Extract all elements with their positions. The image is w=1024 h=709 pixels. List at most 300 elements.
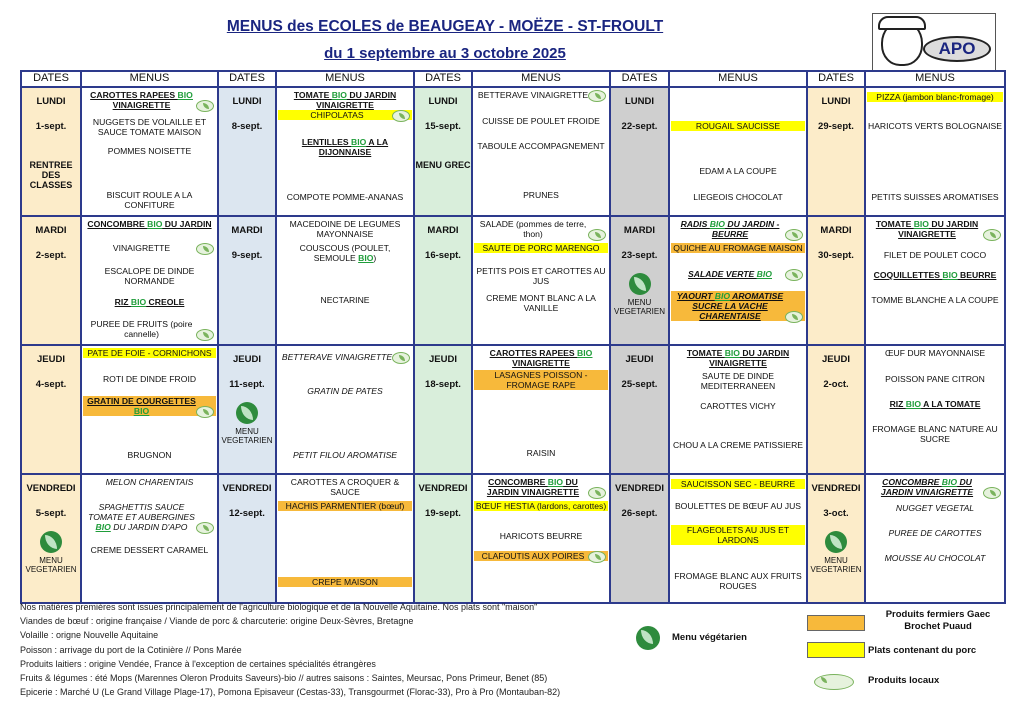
menu-text: COMPOTE POMME-ANANAS [286, 192, 404, 202]
menu-text: DU JARDIN D'APO [110, 522, 188, 532]
bio-label: BIO [331, 90, 347, 100]
menu-cell [472, 345, 610, 474]
menu-item [83, 319, 216, 339]
menu-text: CAROTTES VICHY [700, 401, 776, 411]
menu-item [83, 146, 216, 156]
day-date: 2-sept. [35, 250, 67, 261]
vegetarian-icon [636, 626, 660, 653]
local-products-icon [814, 674, 856, 690]
menu-text: VINAIGRETTE [112, 243, 171, 253]
menu-cell [81, 216, 218, 345]
local-product-icon [983, 487, 1001, 499]
menu-text: BRUGNON [127, 450, 172, 460]
day-cell [807, 216, 865, 345]
menu-text: TOMATE [686, 348, 725, 358]
day-cell [807, 474, 865, 603]
menu-item [867, 399, 1003, 409]
menu-text: PETIT FILOU AROMATISE [292, 450, 398, 460]
chef-hat-icon [878, 16, 926, 30]
menu-item [867, 270, 1003, 280]
menu-text: A LA TOMATE [921, 399, 981, 409]
menu-text: CHIPOLATAS [310, 110, 364, 120]
day-cell [21, 87, 81, 216]
menu-text: TOMME BLANCHE A LA COUPE [871, 295, 999, 305]
column-header: MENUS [472, 71, 610, 87]
vegetarian-badge [219, 396, 275, 445]
local-product-icon [196, 243, 214, 255]
menu-text: HARICOTS VERTS BOLOGNAISE [867, 121, 1003, 131]
bio-label: BIO [130, 297, 147, 307]
menu-item [83, 243, 216, 253]
menu-text: TOMATE [875, 219, 914, 229]
local-product-icon [196, 329, 214, 341]
legend-local-label: Produits locaux [868, 675, 940, 686]
menu-text: CONCOMBRE [87, 219, 148, 229]
menu-text: RIZ [114, 297, 131, 307]
menu-text: HACHIS PARMENTIER (bœuf) [285, 501, 405, 511]
menu-item [867, 374, 1003, 384]
bio-label: BIO [714, 291, 731, 301]
day-label: JEUDI [625, 354, 654, 365]
vegetarian-icon [629, 273, 651, 295]
menu-cell [865, 87, 1005, 216]
menu-item [867, 250, 1003, 260]
menu-text: CAROTTES A CROQUER & SAUCE [290, 477, 400, 497]
day-label: VENDREDI [26, 483, 76, 494]
local-product-icon [588, 90, 606, 102]
menu-cell [81, 474, 218, 603]
menu-text: FLAGEOLETS AU JUS ET LARDONS [686, 525, 790, 545]
menu-text: DU JARDIN - BEURRE [711, 219, 780, 239]
menu-text: LIEGEOIS CHOCOLAT [693, 192, 783, 202]
day-date: 18-sept. [425, 379, 461, 390]
header-row [21, 71, 1005, 87]
menu-item [474, 243, 608, 253]
footer-line: Fruits & légumes : été Mops (Marennes Oleron Produits Saveurs)-bio // autres saisons : Saintes, Meursac, Pons Primeur, Benet (85) [20, 673, 548, 684]
menu-text: HARICOTS BEURRE [499, 531, 583, 541]
bio-label: BIO [177, 90, 193, 100]
day-date: 23-sept. [621, 250, 658, 261]
menu-text: MACEDOINE DE LEGUMES MAYONNAISE [289, 219, 401, 239]
local-product-icon [983, 229, 1001, 241]
menu-cell [276, 216, 414, 345]
menu-item [867, 348, 1003, 358]
local-product-icon [785, 269, 803, 281]
menu-item [867, 192, 1003, 202]
bio-label: BIO [941, 477, 958, 487]
day-label: MARDI [231, 225, 263, 236]
local-product-icon [785, 229, 803, 241]
day-row [21, 87, 1005, 216]
menu-cell [865, 474, 1005, 603]
local-product-icon [196, 522, 214, 534]
vegetarian-label: MENU VEGETARIEN [810, 556, 862, 574]
menu-item [474, 501, 608, 511]
menu-cell [865, 216, 1005, 345]
day-date: 16-sept. [425, 250, 461, 261]
day-label: LUNDI [624, 96, 655, 107]
menu-item [671, 269, 805, 279]
day-label: MARDI [427, 225, 459, 236]
menu-item [867, 295, 1003, 305]
menu-item [474, 219, 608, 239]
menu-item [867, 553, 1003, 563]
footer-line: Produits laitiers : origine Vendée, France à l'exception de certaines spécialités étrangères [20, 658, 376, 669]
menu-item [278, 137, 412, 157]
menu-item [83, 297, 216, 307]
day-label: VENDREDI [811, 483, 861, 494]
menu-text: PUREE DE CAROTTES [888, 528, 982, 538]
menu-item [671, 291, 805, 321]
menu-text: COUSCOUS (POULET, [299, 243, 391, 253]
menu-cell [865, 345, 1005, 474]
day-label: MARDI [820, 225, 852, 236]
menu-text: VINAIGRETTE [112, 100, 171, 110]
menu-text: CAROTTES RAPEES [489, 348, 578, 358]
vegetarian-label: MENU VEGETARIEN [221, 427, 273, 445]
bio-label: BIO [147, 219, 163, 229]
menu-text: SAUCISSON SEC - BEURRE [680, 479, 796, 489]
menu-item [83, 348, 216, 358]
day-label: JEUDI [429, 354, 457, 365]
footer-line: Poisson : arrivage du port de la Cotinière // Pons Marée [20, 644, 242, 655]
menu-text: BISCUIT ROULE A LA CONFITURE [106, 190, 193, 210]
menu-item [83, 502, 216, 532]
menu-item [671, 501, 805, 511]
menu-text: SPAGHETTIS SAUCE TOMATE ET [88, 502, 185, 522]
bio-label: BIO [358, 253, 374, 263]
local-product-icon [196, 100, 214, 112]
column-header: DATES [610, 71, 669, 87]
menu-table [20, 70, 1006, 604]
menu-text: DU JARDIN VINAIGRETTE [709, 348, 790, 368]
page-title: MENUS des ECOLES de BEAUGEAY - MOËZE - ST-FROULT [226, 18, 664, 35]
menu-text: DU JARDIN VINAIGRETTE [880, 477, 974, 497]
menu-item [83, 219, 216, 229]
day-label: VENDREDI [614, 483, 665, 494]
day-label: MARDI [35, 225, 67, 236]
menu-text: MOUSSE AU CHOCOLAT [884, 553, 986, 563]
menu-text: CHOU A LA CREME PATISSIERE [672, 440, 804, 450]
bio-label: BIO [133, 406, 150, 416]
menu-text: AUBERGINES [138, 512, 195, 522]
day-cell [807, 87, 865, 216]
day-date: 4-sept. [35, 379, 67, 390]
menu-item [474, 477, 608, 497]
day-date: 1-sept. [35, 121, 67, 132]
bio-label: BIO [709, 219, 725, 229]
column-header: DATES [414, 71, 472, 87]
day-note: RENTREE DES CLASSES [29, 160, 73, 190]
menu-item [83, 266, 216, 286]
menu-cell [276, 87, 414, 216]
day-note: MENU GREC [415, 160, 471, 170]
menu-text: PETITS SUISSES AROMATISES [871, 192, 999, 202]
menu-text: TOMATE [293, 90, 332, 100]
bio-label: BIO [913, 219, 929, 229]
menu-cell [276, 345, 414, 474]
day-cell [610, 87, 669, 216]
menu-text: ROTI DE DINDE FROID [102, 374, 197, 384]
menu-item [867, 424, 1003, 444]
menu-item [671, 166, 805, 176]
menu-item [278, 477, 412, 497]
apo-logo [872, 13, 996, 71]
day-cell [414, 345, 472, 474]
menu-item [474, 116, 608, 126]
menu-text: SALADE VERTE [688, 269, 757, 279]
menu-cell [81, 345, 218, 474]
menu-text: CUISSE DE POULET FROIDE [482, 116, 600, 126]
menu-text: TABOULE ACCOMPAGNEMENT [477, 141, 605, 151]
day-date: 19-sept. [425, 508, 461, 519]
menu-cell [472, 216, 610, 345]
menu-cell [472, 474, 610, 603]
menu-item [867, 92, 1003, 102]
menu-item [278, 192, 412, 202]
menu-item [671, 525, 805, 545]
menu-text: BEURRE [957, 270, 997, 280]
vegetarian-badge [22, 525, 80, 574]
menu-text: ROUGAIL SAUCISSE [695, 121, 781, 131]
column-header: DATES [218, 71, 276, 87]
menu-item [278, 219, 412, 239]
menu-text: MELON CHARENTAIS [105, 477, 194, 487]
menu-text: SEMOULE [313, 253, 359, 263]
menu-text: CREOLE [146, 297, 185, 307]
menu-cell [669, 474, 807, 603]
logo-text: APO [923, 36, 991, 62]
day-cell [21, 345, 81, 474]
bio-label: BIO [942, 270, 958, 280]
local-product-icon [588, 229, 606, 241]
menu-item [83, 374, 216, 384]
menu-text: ŒUF DUR MAYONNAISE [884, 348, 986, 358]
menu-item [474, 531, 608, 541]
menu-item [474, 90, 608, 100]
menu-item [278, 110, 412, 120]
vegetarian-icon [236, 402, 258, 424]
menu-text: DU JARDIN VINAIGRETTE [486, 477, 580, 497]
menu-text: PATE DE FOIE - CORNICHONS [87, 348, 212, 358]
day-cell [610, 474, 669, 603]
day-cell [414, 216, 472, 345]
menu-text: ) [373, 253, 377, 263]
day-row [21, 345, 1005, 474]
menu-item [671, 219, 805, 239]
menu-item [671, 371, 805, 391]
menu-item [671, 243, 805, 253]
footer-line: Epicerie : Marché U (Le Grand Village Plage-17), Pomona Episaveur (Cestas-33), Transgourmet (Florac-33), Pro à Pro (Montauban-82) [20, 687, 561, 698]
day-date: 3-oct. [823, 508, 849, 519]
day-date: 5-sept. [35, 508, 67, 519]
vegetarian-badge [611, 267, 668, 316]
menu-text: BETTERAVE VINAIGRETTE [477, 90, 589, 100]
local-product-icon [392, 352, 410, 364]
menu-item [671, 479, 805, 489]
vegetarian-label: MENU VEGETARIEN [614, 298, 665, 316]
menu-cell [81, 87, 218, 216]
menu-text: LASAGNES POISSON - FROMAGE RAPE [494, 370, 588, 390]
menu-cell [669, 216, 807, 345]
menu-text: PRUNES [523, 190, 559, 200]
menu-text: CONCOMBRE [882, 477, 942, 487]
column-header: MENUS [81, 71, 218, 87]
menu-item [867, 219, 1003, 239]
menu-item [278, 386, 412, 396]
day-date: 11-sept. [229, 379, 265, 390]
menu-text: AROMATISE SUCRE LA VACHE CHARENTAISE [692, 291, 784, 321]
column-header: MENUS [669, 71, 807, 87]
menu-item [671, 571, 805, 591]
menu-text: QUICHE AU FROMAGE MAISON [673, 243, 803, 253]
menu-item [278, 450, 412, 460]
bio-label: BIO [547, 477, 564, 487]
menu-text: VINAIGRETTE [512, 358, 570, 368]
menu-item [867, 503, 1003, 513]
menu-cell [472, 87, 610, 216]
day-date: 2-oct. [823, 379, 849, 390]
menu-text: DU JARDIN VINAIGRETTE [898, 219, 979, 239]
day-cell [414, 474, 472, 603]
menu-text: NECTARINE [320, 295, 370, 305]
menu-item [671, 401, 805, 411]
day-cell [218, 87, 276, 216]
day-label: VENDREDI [418, 483, 468, 494]
menu-text: NUGGET VEGETAL [895, 503, 975, 513]
period-subtitle: du 1 septembre au 3 octobre 2025 [324, 45, 566, 62]
menu-text: CAROTTES RAPEES [90, 90, 178, 100]
local-product-icon [588, 487, 606, 499]
menu-text: PIZZA (jambon blanc-fromage) [876, 92, 994, 102]
menu-text: SALADE (pommes de terre, thon) [479, 219, 587, 239]
menu-text: GRATIN DE COURGETTES [87, 396, 196, 406]
menu-text: A LA DIJONNAISE [318, 137, 389, 157]
menu-item [867, 477, 1003, 497]
bio-label: BIO [756, 269, 772, 279]
menu-item [278, 90, 412, 110]
menu-text: FILET DE POULET COCO [883, 250, 987, 260]
day-cell [218, 474, 276, 603]
menu-item [867, 528, 1003, 538]
day-row [21, 216, 1005, 345]
menu-cell [276, 474, 414, 603]
vegetarian-icon [40, 531, 62, 553]
bio-label: BIO [724, 348, 740, 358]
menu-text: GRATIN DE PATES [307, 386, 383, 396]
menu-text: PUREE DE FRUITS (poire cannelle) [90, 319, 193, 339]
menu-item [278, 243, 412, 263]
menu-item [83, 450, 216, 460]
day-label: LUNDI [36, 96, 66, 107]
day-date: 15-sept. [425, 121, 461, 132]
menu-text: POMMES NOISETTE [107, 146, 192, 156]
bio-label: BIO [95, 522, 111, 532]
menu-text: FROMAGE BLANC NATURE AU SUCRE [872, 424, 998, 444]
menu-text: BETTERAVE VINAIGRETTE [281, 352, 393, 362]
menu-text: COQUILLETTES [873, 270, 943, 280]
menu-text: NUGGETS DE VOLAILLE ET SAUCE TOMATE MAISON [92, 117, 207, 137]
day-date: 30-sept. [818, 250, 854, 261]
menu-text: ESCALOPE DE DINDE NORMANDE [104, 266, 195, 286]
legend-pork-label: Plats contenant du porc [868, 645, 977, 656]
local-product-icon [588, 551, 606, 563]
menu-text: EDAM A LA COUPE [699, 166, 777, 176]
day-date: 12-sept. [229, 508, 265, 519]
menu-text: DU JARDIN VINAIGRETTE [316, 90, 397, 110]
menu-text: RADIS [680, 219, 710, 229]
legend-veg-label: Menu végétarien [672, 632, 747, 643]
menu-text: CREME DESSERT CARAMEL [90, 545, 209, 555]
menu-text: DU JARDIN [162, 219, 212, 229]
menu-item [83, 190, 216, 210]
column-header: MENUS [276, 71, 414, 87]
day-label: LUNDI [232, 96, 262, 107]
bio-label: BIO [905, 399, 922, 409]
menu-text: YAOURT [676, 291, 715, 301]
menu-text: LENTILLES [301, 137, 352, 147]
menu-text: RAISIN [526, 448, 556, 458]
day-date: 8-sept. [231, 121, 263, 132]
menu-cell [669, 345, 807, 474]
menu-item [474, 266, 608, 286]
menu-item [83, 477, 216, 487]
day-label: JEUDI [37, 354, 65, 365]
local-product-icon [196, 406, 214, 418]
menu-text: CREME MONT BLANC A LA VANILLE [486, 293, 596, 313]
menu-text: PETITS POIS ET CAROTTES AU JUS [476, 266, 606, 286]
menu-item [474, 348, 608, 368]
day-label: LUNDI [428, 96, 458, 107]
menu-item [83, 545, 216, 555]
menu-item [278, 577, 412, 587]
day-cell [610, 216, 669, 345]
menu-item [671, 440, 805, 450]
day-cell [21, 216, 81, 345]
day-date: 26-sept. [621, 508, 658, 519]
day-cell [21, 474, 81, 603]
day-row [21, 474, 1005, 603]
menu-item [278, 352, 412, 362]
column-header: DATES [807, 71, 865, 87]
footer-line: Volaille : origne Nouvelle Aquitaine [20, 630, 159, 641]
day-label: JEUDI [233, 354, 261, 365]
menu-text: BOULETTES DE BŒUF AU JUS [674, 501, 802, 511]
day-date: 22-sept. [621, 121, 658, 132]
footer-line: Viandes de bœuf : origine française / Viande de porc & charcuterie: origine Deux-Sèvres, Bretagne [20, 616, 414, 627]
day-label: VENDREDI [222, 483, 272, 494]
menu-text: CREPE MAISON [312, 577, 378, 587]
bio-label: BIO [351, 137, 367, 147]
menu-text: FROMAGE BLANC AUX FRUITS ROUGES [674, 571, 802, 591]
local-product-icon [785, 311, 803, 323]
local-product-icon [392, 110, 410, 122]
day-cell [414, 87, 472, 216]
menu-item [83, 396, 216, 416]
legend-farm-label: Produits fermiers Gaec Brochet Puaud [885, 609, 991, 632]
column-header: MENUS [865, 71, 1005, 87]
menu-item [278, 295, 412, 305]
menu-item [83, 90, 216, 110]
menu-item [278, 501, 412, 511]
bio-label: BIO [577, 348, 593, 358]
vegetarian-badge [808, 525, 864, 574]
menu-cell [669, 87, 807, 216]
menu-item [867, 121, 1003, 131]
day-date: 29-sept. [818, 121, 854, 132]
footer-line: Nos matières premières sont issues principalement de l'agriculture biologique et de la Nouvelle Aquitaine. Nos plats sont "maison" [20, 602, 538, 612]
menu-text: RIZ [889, 399, 906, 409]
